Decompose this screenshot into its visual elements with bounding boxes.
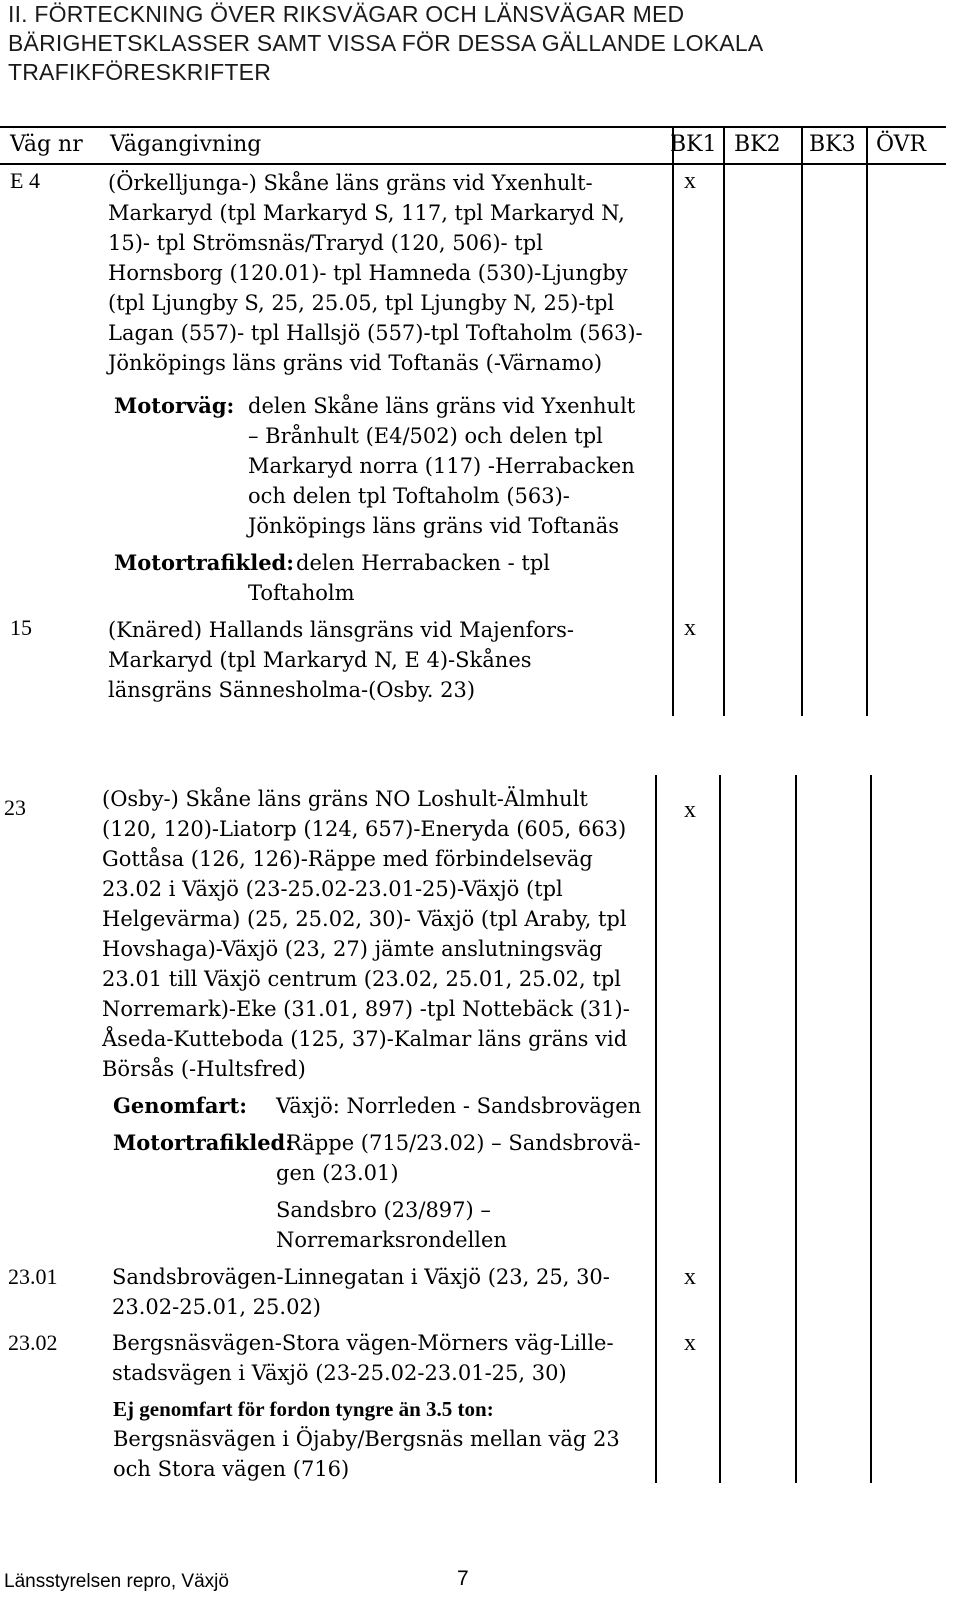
note-line: Markaryd norra (117) -Herrabacken [248,454,635,478]
header-bk3: BK3 [809,132,856,157]
road-description-line: (Örkelljunga-) Skåne läns gräns vid Yxenhult- [108,171,593,195]
road-description-line: stadsvägen i Växjö (23-25.02-23.01-25, 30) [112,1361,567,1385]
bk1-mark: x [684,615,696,641]
road-description-line: Markaryd (tpl Markaryd S, 117, tpl Markaryd N, [108,201,625,225]
note-label: Motortrafikled: [113,1130,293,1155]
header-bk1: BK1 [670,132,717,157]
note-line: Växjö: Norrleden - Sandsbrovägen [276,1094,642,1118]
page-number: 7 [457,1567,469,1590]
bk1-mark: x [684,1264,696,1290]
road-description-line: Jönköpings läns gräns vid Toftanäs (-Värnamo) [108,351,603,375]
road-description-line: Markaryd (tpl Markaryd N, E 4)-Skånes [108,648,532,672]
header-top-rule [0,126,946,128]
note-label: Genomfart: [113,1093,247,1118]
column-divider-2-upper [723,126,725,716]
page-title-line-3: TRAFIKFÖRESKRIFTER [8,59,272,85]
road-number: 15 [10,615,32,640]
page-title-line-1: II. FÖRTECKNING ÖVER RIKSVÄGAR OCH LÄNSVÄGAR MED [8,1,685,27]
road-description-line: Gottåsa (126, 126)-Räppe med förbindelseväg [102,847,593,871]
bk1-mark: x [684,168,696,194]
road-number: 23.01 [8,1264,58,1289]
bk1-mark: x [684,797,696,823]
note-label: Ej genomfart för fordon tyngre än 3.5 ton: [113,1397,494,1421]
road-description-line: 23.02 i Växjö (23-25.02-23.01-25)-Växjö (tpl [102,877,563,901]
road-description-line: 15)- tpl Strömsnäs/Traryd (120, 506)- tpl [108,231,543,255]
note-label: Motortrafikled: [114,550,294,575]
column-divider-4-upper [866,126,868,716]
road-description-line: Hornsborg (120.01)- tpl Hamneda (530)-Ljungby [108,261,628,285]
road-number: 23.02 [8,1330,58,1355]
road-description-line: Helgevärma) (25, 25.02, 30)- Växjö (tpl Araby, tpl [102,907,627,931]
column-divider-2-lower [719,775,721,1483]
note-line: Jönköpings läns gräns vid Toftanäs [248,514,619,538]
road-description-line: länsgräns Sännesholma-(Osby. 23) [108,678,476,702]
road-description-line: Lagan (557)- tpl Hallsjö (557)-tpl Toftaholm (563)- [108,321,643,345]
note-line: Bergsnäsvägen i Öjaby/Bergsnäs mellan väg 23 [113,1427,620,1451]
road-description-line: 23.02-25.01, 25.02) [112,1295,321,1319]
road-description-line: (tpl Ljungby S, 25, 25.05, tpl Ljungby N, 25)-tpl [108,291,615,315]
note-label: Motorväg: [114,393,235,418]
column-divider-3-upper [801,126,803,716]
road-description-line: Börsås (-Hultsfred) [102,1057,306,1081]
note-line: Norremarksrondellen [276,1228,507,1252]
header-ovr: ÖVR [876,132,927,157]
note-line: delen Skåne läns gräns vid Yxenhult [248,394,636,418]
page-title-line-2: BÄRIGHETSKLASSER SAMT VISSA FÖR DESSA GÄLLANDE LOKALA [8,30,764,56]
road-description-line: Hovshaga)-Växjö (23, 27) jämte anslutningsväg [102,937,603,961]
header-bottom-rule [0,163,946,165]
bk1-mark: x [684,1330,696,1356]
road-number: 23 [4,795,26,820]
note-line: Toftaholm [248,581,355,605]
road-description-line: Norremark)-Eke (31.01, 897) -tpl Nottebäck (31)- [102,997,630,1021]
footer-text: Länsstyrelsen repro, Växjö [4,1571,229,1592]
note-line: och Stora vägen (716) [113,1457,350,1481]
road-description-line: (120, 120)-Liatorp (124, 657)-Eneryda (605, 663) [102,817,627,841]
road-description-line: (Osby-) Skåne läns gräns NO Loshult-Älmhult [102,787,588,811]
note-line: – Brånhult (E4/502) och delen tpl [248,424,603,448]
header-vagangivning: Vägangivning [110,132,262,157]
note-line: gen (23.01) [276,1161,399,1185]
road-description-line: Åseda-Kutteboda (125, 37)-Kalmar läns gräns vid [102,1027,628,1051]
note-line: och delen tpl Toftaholm (563)- [248,484,570,508]
road-number: E 4 [10,168,40,193]
column-divider-3-lower [795,775,797,1483]
column-divider-4-lower [870,775,872,1483]
road-description-line: Sandsbrovägen-Linnegatan i Växjö (23, 25, 30- [112,1265,610,1289]
note-line: Sandsbro (23/897) – [276,1198,491,1222]
road-description-line: (Knäred) Hallands länsgräns vid Majenfors- [108,618,574,642]
column-divider-1-upper [672,126,674,716]
road-description-line: 23.01 till Växjö centrum (23.02, 25.01, 25.02, tpl [102,967,621,991]
column-divider-1-lower [655,775,657,1483]
road-description-line: Bergsnäsvägen-Stora vägen-Mörners väg-Lille- [112,1331,614,1355]
note-line: delen Herrabacken - tpl [296,551,550,575]
header-vag-nr: Väg nr [10,132,83,157]
header-bk2: BK2 [734,132,781,157]
note-line: Räppe (715/23.02) – Sandsbrovä- [286,1131,641,1155]
